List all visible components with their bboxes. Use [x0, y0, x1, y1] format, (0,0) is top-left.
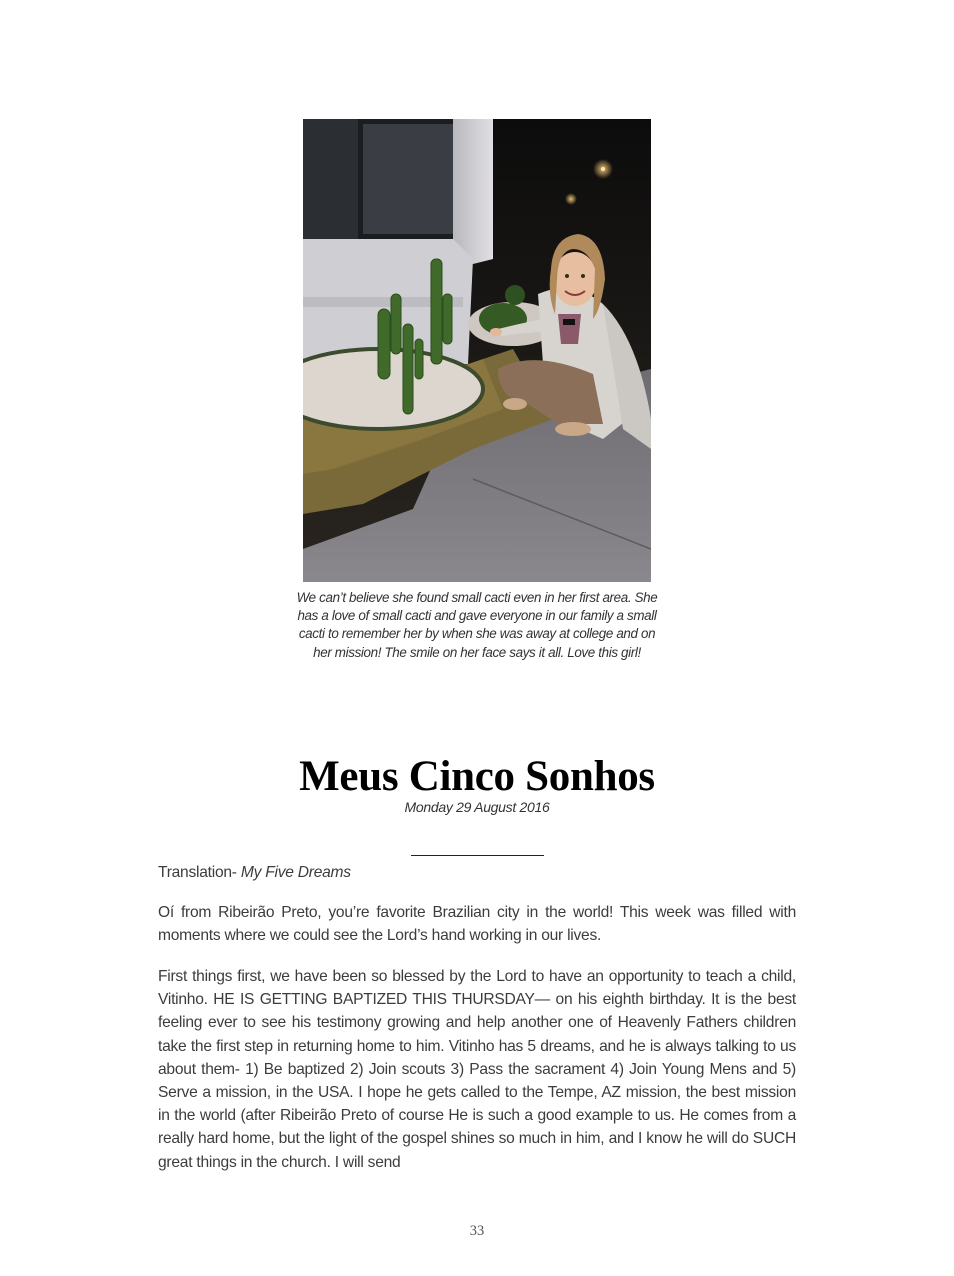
photo-illustration	[303, 119, 651, 582]
paragraph-1: Oí from Ribeirão Preto, you’re favorite Brazilian city in the world! This week was filled with moments where we could see the Lord’s hand working in our lives.	[158, 904, 796, 945]
translation-value: My Five Dreams	[240, 864, 351, 881]
section-divider	[411, 855, 544, 856]
article-date: Monday 29 August 2016	[404, 799, 550, 815]
translation-line	[158, 861, 796, 884]
paragraph-2: First things first, we have been so blessed by the Lord to have an opportunity to teach a child, Vitinho. HE IS GETTING BAPTIZED THIS THURSDAY— on his eighth birthday. It is the best feeling ever to see his testimony growing and help another one of Heavenly Fathers children take the first step in returning home to him. Vitinho has 5 dreams, and he is always talking to us about them- 1) Be baptized 2) Join scouts 3) Pass the sacrament 4) Join Young Mens and 5) Serve a mission, in the USA. I hope he gets called to the Tempe, AZ mission, the best mission in the world (after Ribeirão Preto of course He is such a good example to us. He comes from a really hard home, but the light of the gospel shines so much in him, and I know he will do SUCH great things in the church. I will send	[158, 968, 796, 1171]
photo-caption: We can’t believe she found small cacti even in her first area. She has a love of small cacti and gave everyone in our family a small cacti to remember her by when she was away at college and on her mission! The smile on her face says it all. Love this girl!	[296, 590, 658, 660]
translation-label: Translation-	[158, 864, 241, 881]
photo-missionary-with-cacti	[303, 119, 651, 582]
page-number: 33	[469, 1223, 485, 1239]
article-title: Meus Cinco Sonhos	[299, 753, 655, 800]
